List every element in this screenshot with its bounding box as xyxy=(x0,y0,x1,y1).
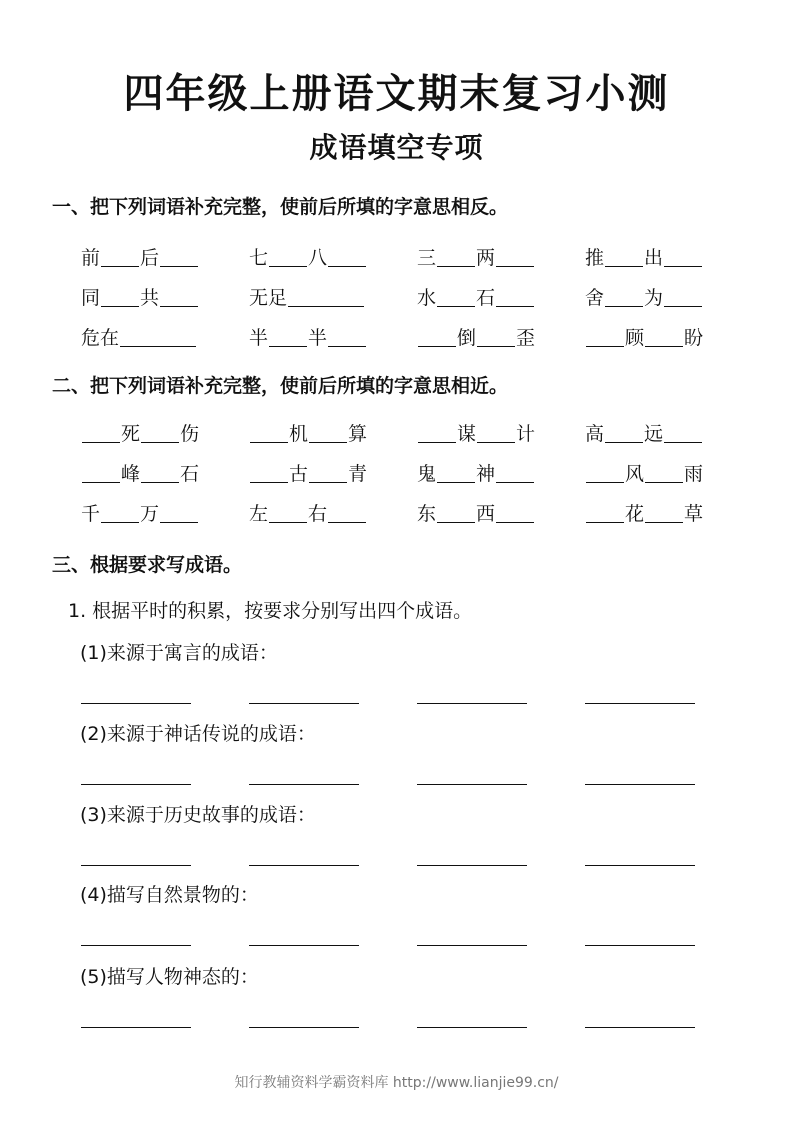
idiom-character: 峰 xyxy=(121,462,141,485)
fill-blank[interactable] xyxy=(645,325,683,348)
answer-line[interactable] xyxy=(81,703,191,704)
idiom-item xyxy=(81,492,199,532)
idiom-character: 共 xyxy=(140,286,160,309)
answer-line[interactable] xyxy=(249,865,359,866)
idiom-item xyxy=(585,236,703,276)
idiom-character: 半 xyxy=(249,326,269,349)
fill-blank[interactable] xyxy=(586,325,624,348)
page-title: 四年级上册语文期末复习小测 xyxy=(123,71,670,117)
idiom-character: 盼 xyxy=(684,326,704,349)
fill-blank[interactable] xyxy=(418,421,456,444)
idiom-character: 东 xyxy=(417,502,437,525)
idiom-character: 花 xyxy=(625,502,645,525)
idiom-item xyxy=(249,452,367,492)
fill-blank[interactable] xyxy=(269,325,307,348)
idiom-character: 右 xyxy=(308,502,328,525)
section2-heading: 二、把下列词语补充完整，使前后所填的字意思相近。 xyxy=(52,375,509,397)
idiom-character: 青 xyxy=(348,462,368,485)
idiom-item xyxy=(417,412,535,452)
fill-blank[interactable] xyxy=(496,461,534,484)
fill-blank[interactable] xyxy=(664,285,702,308)
answer-line[interactable] xyxy=(249,784,359,785)
idiom-character: 出 xyxy=(644,246,664,269)
idiom-item xyxy=(417,452,535,492)
idiom-character: 七 xyxy=(249,246,269,269)
idiom-row xyxy=(81,316,761,356)
idiom-character: 远 xyxy=(644,422,664,445)
fill-blank[interactable] xyxy=(82,421,120,444)
idiom-row xyxy=(81,492,761,532)
fill-blank[interactable] xyxy=(477,421,515,444)
idiom-character: 顾 xyxy=(625,326,645,349)
idiom-character: 歪 xyxy=(516,326,536,349)
idiom-character: 雨 xyxy=(684,462,704,485)
idiom-item xyxy=(81,236,199,276)
fill-blank[interactable] xyxy=(477,325,515,348)
idiom-character: 后 xyxy=(140,246,160,269)
idiom-character: 高 xyxy=(585,422,605,445)
idiom-item xyxy=(81,276,199,316)
fill-blank[interactable] xyxy=(496,245,534,268)
fill-blank[interactable] xyxy=(645,461,683,484)
fill-blank[interactable] xyxy=(605,285,643,308)
idiom-character: 危在 xyxy=(81,326,120,349)
answer-line[interactable] xyxy=(417,865,527,866)
fill-blank[interactable] xyxy=(160,285,198,308)
answer-line[interactable] xyxy=(249,703,359,704)
idiom-character: 算 xyxy=(348,422,368,445)
section1-heading: 一、把下列词语补充完整，使前后所填的字意思相反。 xyxy=(52,196,509,218)
idiom-item xyxy=(417,276,535,316)
idiom-character: 神 xyxy=(476,462,496,485)
answer-line[interactable] xyxy=(81,865,191,866)
idiom-character: 舍 xyxy=(585,286,605,309)
idiom-character: 伤 xyxy=(180,422,200,445)
idiom-item xyxy=(249,316,367,356)
idiom-item xyxy=(81,452,199,492)
fill-blank[interactable] xyxy=(496,285,534,308)
idiom-item xyxy=(585,316,703,356)
idiom-item xyxy=(417,316,535,356)
sub-question-label: (3)来源于历史故事的成语： xyxy=(80,804,316,826)
idiom-character: 为 xyxy=(644,286,664,309)
fill-blank[interactable] xyxy=(645,501,683,524)
idiom-character: 机 xyxy=(289,422,309,445)
section1-idiom-grid xyxy=(81,236,761,356)
fill-blank[interactable] xyxy=(101,245,139,268)
idiom-item xyxy=(249,492,367,532)
idiom-character: 死 xyxy=(121,422,141,445)
fill-blank[interactable] xyxy=(250,461,288,484)
fill-blank[interactable] xyxy=(101,285,139,308)
sub-question-label: (2)来源于神话传说的成语： xyxy=(80,723,316,745)
fill-blank[interactable] xyxy=(664,421,702,444)
idiom-item xyxy=(249,276,365,316)
fill-blank[interactable] xyxy=(605,245,643,268)
idiom-character: 前 xyxy=(81,246,101,269)
idiom-character: 风 xyxy=(625,462,645,485)
answer-line[interactable] xyxy=(417,1027,527,1028)
sub-question-label: (4)描写自然景物的： xyxy=(80,884,259,906)
fill-blank[interactable] xyxy=(269,245,307,268)
idiom-character: 倒 xyxy=(457,326,477,349)
idiom-item xyxy=(417,492,535,532)
idiom-character: 三 xyxy=(417,246,437,269)
answer-line[interactable] xyxy=(417,784,527,785)
idiom-row xyxy=(81,236,761,276)
idiom-item xyxy=(585,276,703,316)
idiom-character: 计 xyxy=(516,422,536,445)
idiom-character: 石 xyxy=(476,286,496,309)
idiom-row xyxy=(81,276,761,316)
answer-line[interactable] xyxy=(81,1027,191,1028)
fill-blank[interactable] xyxy=(437,285,475,308)
idiom-item xyxy=(585,492,703,532)
idiom-character: 石 xyxy=(180,462,200,485)
idiom-character: 左 xyxy=(249,502,269,525)
section2-idiom-grid xyxy=(81,412,761,532)
fill-blank[interactable] xyxy=(586,501,624,524)
idiom-character: 草 xyxy=(684,502,704,525)
answer-line[interactable] xyxy=(249,1027,359,1028)
answer-line[interactable] xyxy=(585,865,695,866)
idiom-item xyxy=(249,236,367,276)
fill-blank[interactable] xyxy=(141,421,179,444)
idiom-character: 西 xyxy=(476,502,496,525)
idiom-item xyxy=(81,316,197,356)
fill-blank[interactable] xyxy=(418,325,456,348)
fill-blank[interactable] xyxy=(605,421,643,444)
idiom-item xyxy=(417,236,535,276)
fill-blank[interactable] xyxy=(101,501,139,524)
section3-heading: 三、根据要求写成语。 xyxy=(52,554,243,576)
answer-line[interactable] xyxy=(249,945,359,946)
footer-watermark: 知行教辅资料学霸资料库 http://www.lianjie99.cn/ xyxy=(234,1075,559,1091)
fill-blank[interactable] xyxy=(141,461,179,484)
fill-blank[interactable] xyxy=(160,501,198,524)
answer-line[interactable] xyxy=(417,945,527,946)
fill-blank[interactable] xyxy=(586,461,624,484)
fill-blank[interactable] xyxy=(328,501,366,524)
answer-line[interactable] xyxy=(585,1027,695,1028)
idiom-character: 两 xyxy=(476,246,496,269)
page-subtitle: 成语填空专项 xyxy=(309,131,484,164)
idiom-character: 水 xyxy=(417,286,437,309)
idiom-character: 八 xyxy=(308,246,328,269)
fill-blank[interactable] xyxy=(328,325,366,348)
idiom-character: 千 xyxy=(81,502,101,525)
sub-question-label: (1)来源于寓言的成语： xyxy=(80,642,278,664)
answer-line[interactable] xyxy=(585,784,695,785)
idiom-character: 无足 xyxy=(249,286,288,309)
answer-line[interactable] xyxy=(417,703,527,704)
idiom-character: 推 xyxy=(585,246,605,269)
sub-question-label: (5)描写人物神态的： xyxy=(80,966,259,988)
idiom-row xyxy=(81,452,761,492)
answer-line[interactable] xyxy=(81,945,191,946)
idiom-row xyxy=(81,412,761,452)
idiom-character: 谋 xyxy=(457,422,477,445)
idiom-item xyxy=(585,412,703,452)
idiom-character: 万 xyxy=(140,502,160,525)
fill-blank[interactable] xyxy=(437,501,475,524)
idiom-character: 古 xyxy=(289,462,309,485)
fill-blank[interactable] xyxy=(82,461,120,484)
fill-blank[interactable] xyxy=(120,325,196,348)
fill-blank[interactable] xyxy=(309,421,347,444)
fill-blank[interactable] xyxy=(309,461,347,484)
idiom-item xyxy=(585,452,703,492)
fill-blank[interactable] xyxy=(437,245,475,268)
idiom-character: 同 xyxy=(81,286,101,309)
fill-blank[interactable] xyxy=(664,245,702,268)
fill-blank[interactable] xyxy=(328,245,366,268)
fill-blank[interactable] xyxy=(437,461,475,484)
answer-line[interactable] xyxy=(585,945,695,946)
answer-line[interactable] xyxy=(585,703,695,704)
idiom-item xyxy=(249,412,367,452)
fill-blank[interactable] xyxy=(288,285,364,308)
fill-blank[interactable] xyxy=(250,421,288,444)
fill-blank[interactable] xyxy=(160,245,198,268)
fill-blank[interactable] xyxy=(496,501,534,524)
idiom-item xyxy=(81,412,199,452)
fill-blank[interactable] xyxy=(269,501,307,524)
question-1: 1. 根据平时的积累，按要求分别写出四个成语。 xyxy=(68,600,473,622)
idiom-character: 半 xyxy=(308,326,328,349)
idiom-character: 鬼 xyxy=(417,462,437,485)
answer-line[interactable] xyxy=(81,784,191,785)
